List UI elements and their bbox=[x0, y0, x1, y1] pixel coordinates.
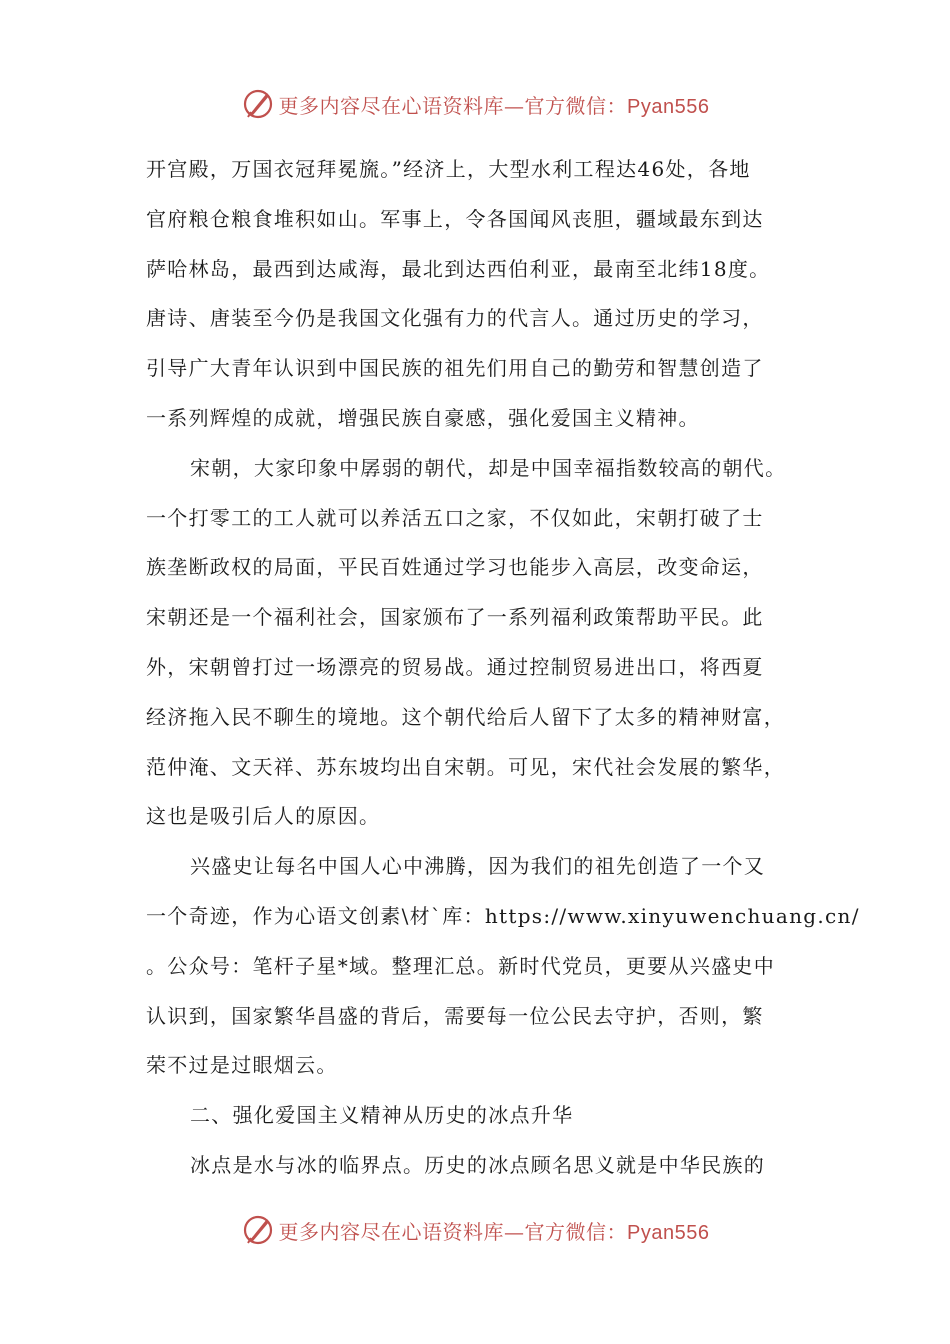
text-line: 冰点是水与冰的临界点。历史的冰点顾名思义就是中华民族的 bbox=[190, 1152, 766, 1177]
text-line: 范仲淹、文天祥、苏东坡均出自宋朝。可见，宋代社会发展的繁华， bbox=[146, 754, 785, 779]
text-line: 族垄断政权的局面，平民百姓通过学习也能步入高层，改变命运， bbox=[146, 555, 764, 580]
footer-banner-text: 更多内容尽在心语资料库—官方微信：Pyan556 bbox=[278, 1219, 710, 1244]
text-line: 宋朝还是一个福利社会，国家颁布了一系列福利政策帮助平民。此 bbox=[146, 605, 764, 630]
text-line: 宋朝，大家印象中孱弱的朝代，却是中国幸福指数较高的朝代。 bbox=[190, 455, 787, 480]
text-line: 引导广大青年认识到中国民族的祖先们用自己的勤劳和智慧创造了 bbox=[146, 356, 764, 381]
document-body bbox=[146, 145, 860, 1191]
text-line: 萨哈林岛，最西到达咸海，最北到达西伯利亚，最南至北纬18度。 bbox=[146, 256, 771, 281]
quill-pen-logo-icon bbox=[241, 1213, 275, 1247]
text-line: 。公众号：笔杆子星*域。整理汇总。新时代党员，更要从兴盛史中 bbox=[146, 953, 775, 978]
text-line: 兴盛史让每名中国人心中沸腾，因为我们的祖先创造了一个又 bbox=[190, 854, 766, 879]
text-line: 一系列辉煌的成就，增强民族自豪感，强化爱国主义精神。 bbox=[146, 405, 700, 430]
text-line: 经济拖入民不聊生的境地。这个朝代给后人留下了太多的精神财富， bbox=[146, 704, 785, 729]
footer-banner bbox=[0, 1210, 950, 1250]
text-line: 官府粮仓粮食堆积如山。军事上，令各国闻风丧胆，疆域最东到达 bbox=[146, 206, 764, 231]
text-line: 开宫殿，万国衣冠拜冕旒。”经济上，大型水利工程达46处，各地 bbox=[146, 157, 751, 181]
header-banner-text: 更多内容尽在心语资料库—官方微信：Pyan556 bbox=[278, 93, 710, 118]
text-line: 荣不过是过眼烟云。 bbox=[146, 1053, 338, 1078]
text-line: 这也是吸引后人的原因。 bbox=[146, 804, 381, 829]
text-line: 一个奇迹，作为心语文创素\材`库：https://www.xinyuwenchuang.cn/ bbox=[146, 903, 860, 928]
text-line: 唐诗、唐装至今仍是我国文化强有力的代言人。通过历史的学习， bbox=[146, 306, 764, 331]
text-line: 外，宋朝曾打过一场漂亮的贸易战。通过控制贸易进出口，将西夏 bbox=[146, 654, 764, 679]
text-line: 一个打零工的工人就可以养活五口之家，不仅如此，宋朝打破了士 bbox=[146, 505, 764, 530]
quill-pen-logo-icon bbox=[241, 87, 275, 121]
header-wechat-id: Pyan556 bbox=[627, 95, 710, 118]
footer-wechat-id: Pyan556 bbox=[627, 1221, 710, 1244]
text-line: 认识到，国家繁华昌盛的背后，需要每一位公民去守护，否则，繁 bbox=[146, 1003, 764, 1028]
header-banner bbox=[0, 84, 950, 124]
section-heading: 二、强化爱国主义精神从历史的冰点升华 bbox=[190, 1103, 574, 1128]
